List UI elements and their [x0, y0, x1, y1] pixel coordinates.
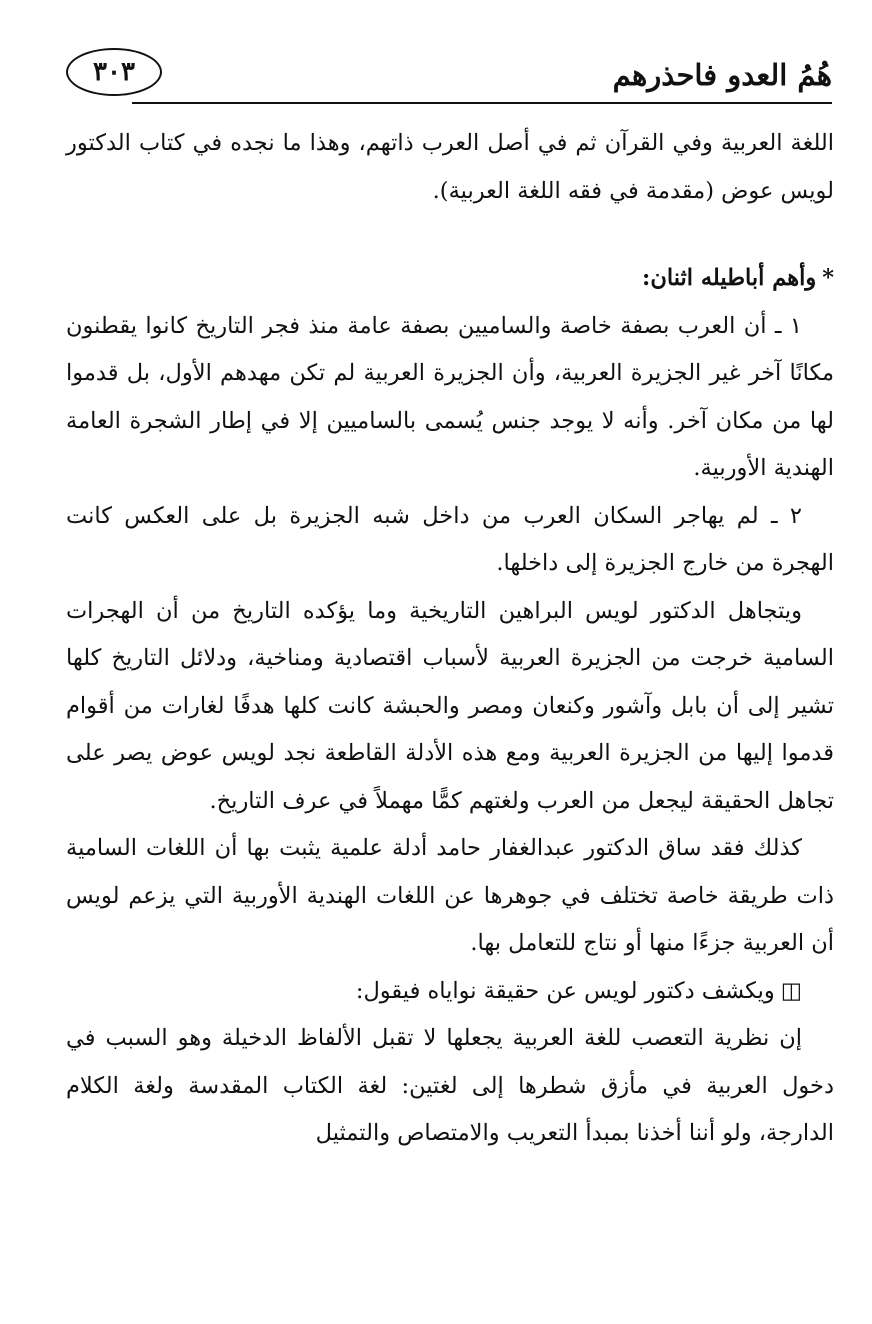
quote-intro-text: ويكشف دكتور لويس عن حقيقة نواياه فيقول: — [355, 977, 775, 1004]
page-number: ٣٠٣ — [66, 48, 162, 96]
quote-marker-icon: ◫ — [780, 977, 802, 1004]
body-text — [66, 120, 834, 1158]
section-heading-text: وأهم أباطيله اثنان: — [642, 265, 817, 291]
paragraph-semitic-languages: كذلك فقد ساق الدكتور عبدالغفار حامد أدلة علمية يثبت بها أن اللغات السامية ذات طريقة خاصة تختلف في جوهرها عن اللغات الهندية الأوربية التي يزعم لويس أن العربية جزءًا منها أو نتاج للتعامل بها. — [66, 835, 834, 956]
asterisk-marker: * — [822, 265, 834, 291]
list-item-2: ٢ ـ لم يهاجر السكان العرب من داخل شبه الجزيرة بل على العكس كانت الهجرة من خارج الجزيرة إلى داخلها. — [66, 502, 834, 576]
running-title: هُمُ العدو فاحذرهم — [612, 58, 832, 92]
quoted-paragraph: إن نظرية التعصب للغة العربية يجعلها لا تقبل الألفاظ الدخيلة وهو السبب في دخول العربية في مأزق شطرها إلى لغتين: لغة الكتاب المقدسة ولغة الكلام الدارجة، ولو أننا أخذنا بمبدأ التعريب والامتصاص والتمثيل — [66, 1025, 834, 1146]
quote-intro — [66, 968, 834, 1016]
header-rule — [132, 102, 832, 104]
paragraph-ignoring-evidence: ويتجاهل الدكتور لويس البراهين التاريخية وما يؤكده التاريخ من أن الهجرات السامية خرجت من الجزيرة العربية لأسباب اقتصادية ومناخية، ودلائل التاريخ كلها تشير إلى أن بابل وآشور وكنعان ومصر والحبشة كانت كلها هدفًا لغارات من أقوام قدموا إليها من الجزيرة العربية ومع هذه الأدلة القاطعة نجد لويس عوض يصر على تجاهل الحقيقة ليجعل من العرب ولغتهم كمًّا مهملاً في عرف التاريخ. — [66, 597, 834, 814]
paragraph-continuation: اللغة العربية وفي القرآن ثم في أصل العرب ذاتهم، وهذا ما نجده في كتاب الدكتور لويس عوض (مقدمة في فقه اللغة العربية). — [66, 130, 834, 204]
list-item-1: ١ ـ أن العرب بصفة خاصة والساميين بصفة عامة منذ فجر التاريخ كانوا يقطنون مكانًا آخر غير الجزيرة العربية، وأن الجزيرة العربية لم تكن مهدهم الأول، بل قدموا لها من مكان آخر. وأنه لا يوجد جنس يُسمى بالساميين إلا في إطار الشجرة العامة الهندية الأوربية. — [66, 312, 834, 481]
section-heading — [66, 255, 834, 303]
page-header — [62, 44, 832, 106]
